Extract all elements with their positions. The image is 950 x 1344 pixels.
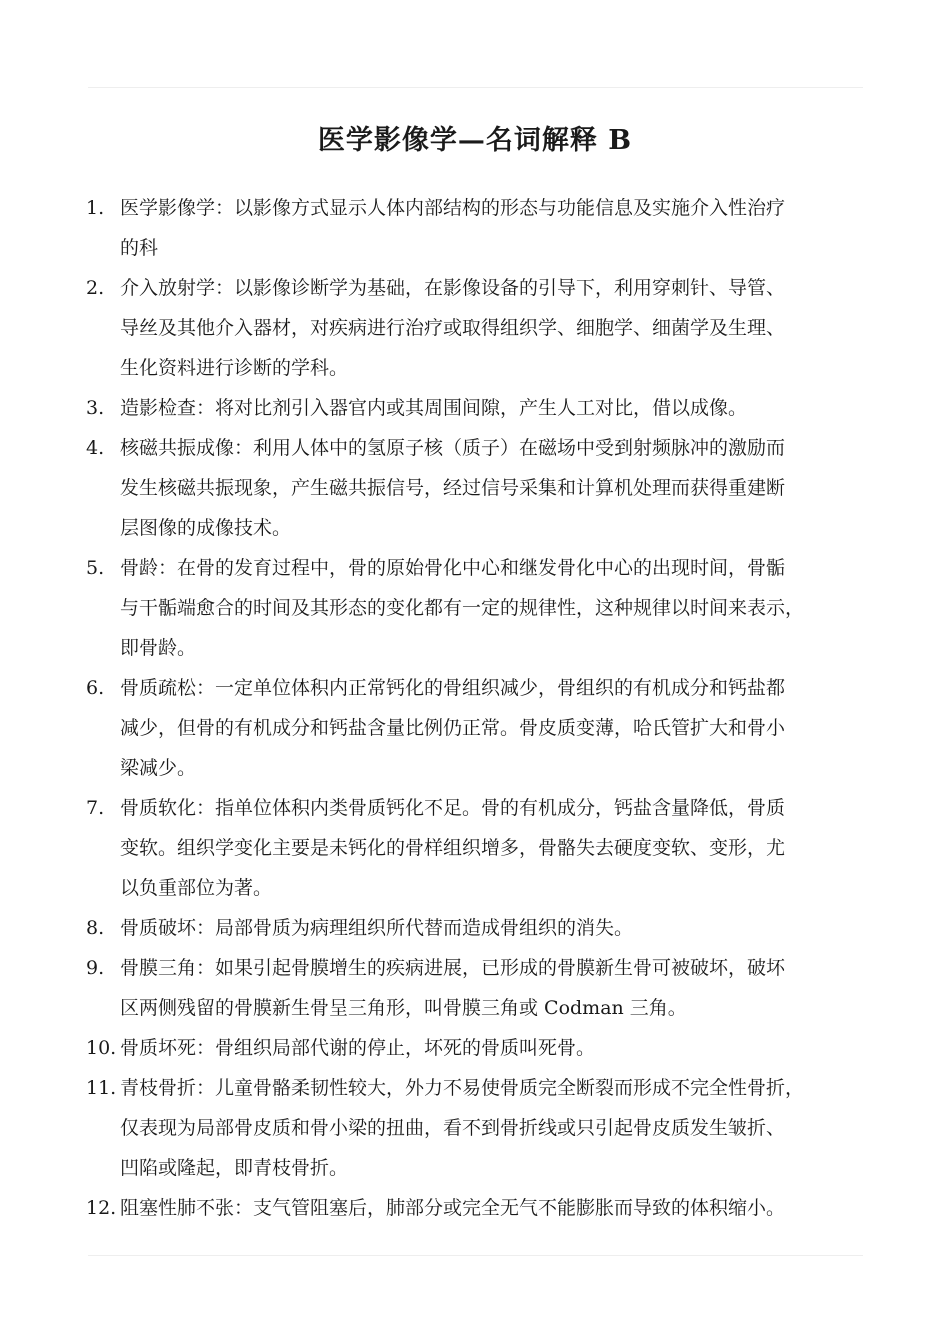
item-text-line: 梁减少。 — [120, 757, 197, 779]
item-text-line: 介入放射学：以影像诊断学为基础，在影像设备的引导下，利用穿刺针、导管、 — [120, 277, 786, 299]
item-text-line: 生化资料进行诊断的学科。 — [120, 357, 349, 379]
item-number: 1. — [86, 197, 105, 219]
item-text-line: 以负重部位为著。 — [120, 877, 273, 899]
item-number: 7. — [86, 797, 105, 819]
list-item — [86, 788, 886, 908]
top-divider — [88, 87, 863, 88]
item-text — [120, 428, 886, 548]
item-text-line: 层图像的成像技术。 — [120, 517, 292, 539]
item-text — [120, 908, 886, 948]
item-text-line: 骨膜三角：如果引起骨膜增生的疾病进展，已形成的骨膜新生骨可被破坏，破坏 — [120, 957, 786, 979]
list-item — [86, 548, 886, 668]
list-item — [86, 1188, 886, 1228]
item-text — [120, 788, 886, 908]
item-text-line: 即骨龄。 — [120, 637, 197, 659]
list-item — [86, 268, 886, 388]
item-number: 6. — [86, 677, 105, 699]
item-number: 3. — [86, 397, 105, 419]
list-item — [86, 948, 886, 1028]
bottom-divider — [88, 1255, 863, 1256]
item-text-line: 区两侧残留的骨膜新生骨呈三角形，叫骨膜三角或 Codman 三角。 — [120, 997, 687, 1019]
item-text-line: 的科 — [120, 237, 159, 259]
list-item — [86, 668, 886, 788]
item-number: 2. — [86, 277, 105, 299]
item-text-line: 与干骺端愈合的时间及其形态的变化都有一定的规律性，这种规律以时间来表示， — [120, 597, 805, 619]
item-number: 9. — [86, 957, 105, 979]
item-number: 8. — [86, 917, 105, 939]
item-text — [120, 1068, 886, 1188]
item-text-line: 骨质疏松：一定单位体积内正常钙化的骨组织减少，骨组织的有机成分和钙盐都 — [120, 677, 786, 699]
item-text-line: 医学影像学：以影像方式显示人体内部结构的形态与功能信息及实施介入性治疗 — [120, 197, 786, 219]
item-text-line: 骨质软化：指单位体积内类骨质钙化不足。骨的有机成分，钙盐含量降低，骨质 — [120, 797, 786, 819]
item-text-line: 骨质破坏：局部骨质为病理组织所代替而造成骨组织的消失。 — [120, 917, 634, 939]
item-text — [120, 548, 886, 668]
item-number: 5. — [86, 557, 105, 579]
item-text-line: 造影检查：将对比剂引入器官内或其周围间隙，产生人工对比，借以成像。 — [120, 397, 748, 419]
item-text-line: 骨质坏死：骨组织局部代谢的停止，坏死的骨质叫死骨。 — [120, 1037, 596, 1059]
item-text-line: 减少，但骨的有机成分和钙盐含量比例仍正常。骨皮质变薄，哈氏管扩大和骨小 — [120, 717, 786, 739]
term-list — [86, 188, 886, 1228]
item-text-line: 核磁共振成像：利用人体中的氢原子核（质子）在磁场中受到射频脉冲的激励而 — [120, 437, 786, 459]
list-item — [86, 1028, 886, 1068]
item-text — [120, 1188, 886, 1228]
list-item — [86, 388, 886, 428]
item-text — [120, 388, 886, 428]
list-item — [86, 428, 886, 548]
item-number: 10. — [86, 1037, 117, 1059]
item-text-line: 导丝及其他介入器材，对疾病进行治疗或取得组织学、细胞学、细菌学及生理、 — [120, 317, 786, 339]
item-text — [120, 668, 886, 788]
item-number: 4. — [86, 437, 105, 459]
item-text-line: 仅表现为局部骨皮质和骨小梁的扭曲，看不到骨折线或只引起骨皮质发生皱折、 — [120, 1117, 786, 1139]
item-text-line: 青枝骨折：儿童骨骼柔韧性较大，外力不易使骨质完全断裂而形成不完全性骨折， — [120, 1077, 805, 1099]
list-item — [86, 908, 886, 948]
item-text-line: 阻塞性肺不张：支气管阻塞后，肺部分或完全无气不能膨胀而导致的体积缩小。 — [120, 1197, 786, 1219]
item-text — [120, 948, 886, 1028]
item-text-line: 变软。组织学变化主要是未钙化的骨样组织增多，骨骼失去硬度变软、变形，尤 — [120, 837, 786, 859]
item-text — [120, 188, 886, 268]
item-text-line: 骨龄：在骨的发育过程中，骨的原始骨化中心和继发骨化中心的出现时间，骨骺 — [120, 557, 786, 579]
item-number: 11. — [86, 1077, 117, 1099]
list-item — [86, 1068, 886, 1188]
item-number: 12. — [86, 1197, 117, 1219]
list-item — [86, 188, 886, 268]
item-text — [120, 1028, 886, 1068]
page-title: 医学影像学—名词解释 B — [317, 125, 633, 156]
item-text — [120, 268, 886, 388]
item-text-line: 凹陷或隆起，即青枝骨折。 — [120, 1157, 349, 1179]
item-text-line: 发生核磁共振现象，产生磁共振信号，经过信号采集和计算机处理而获得重建断 — [120, 477, 786, 499]
